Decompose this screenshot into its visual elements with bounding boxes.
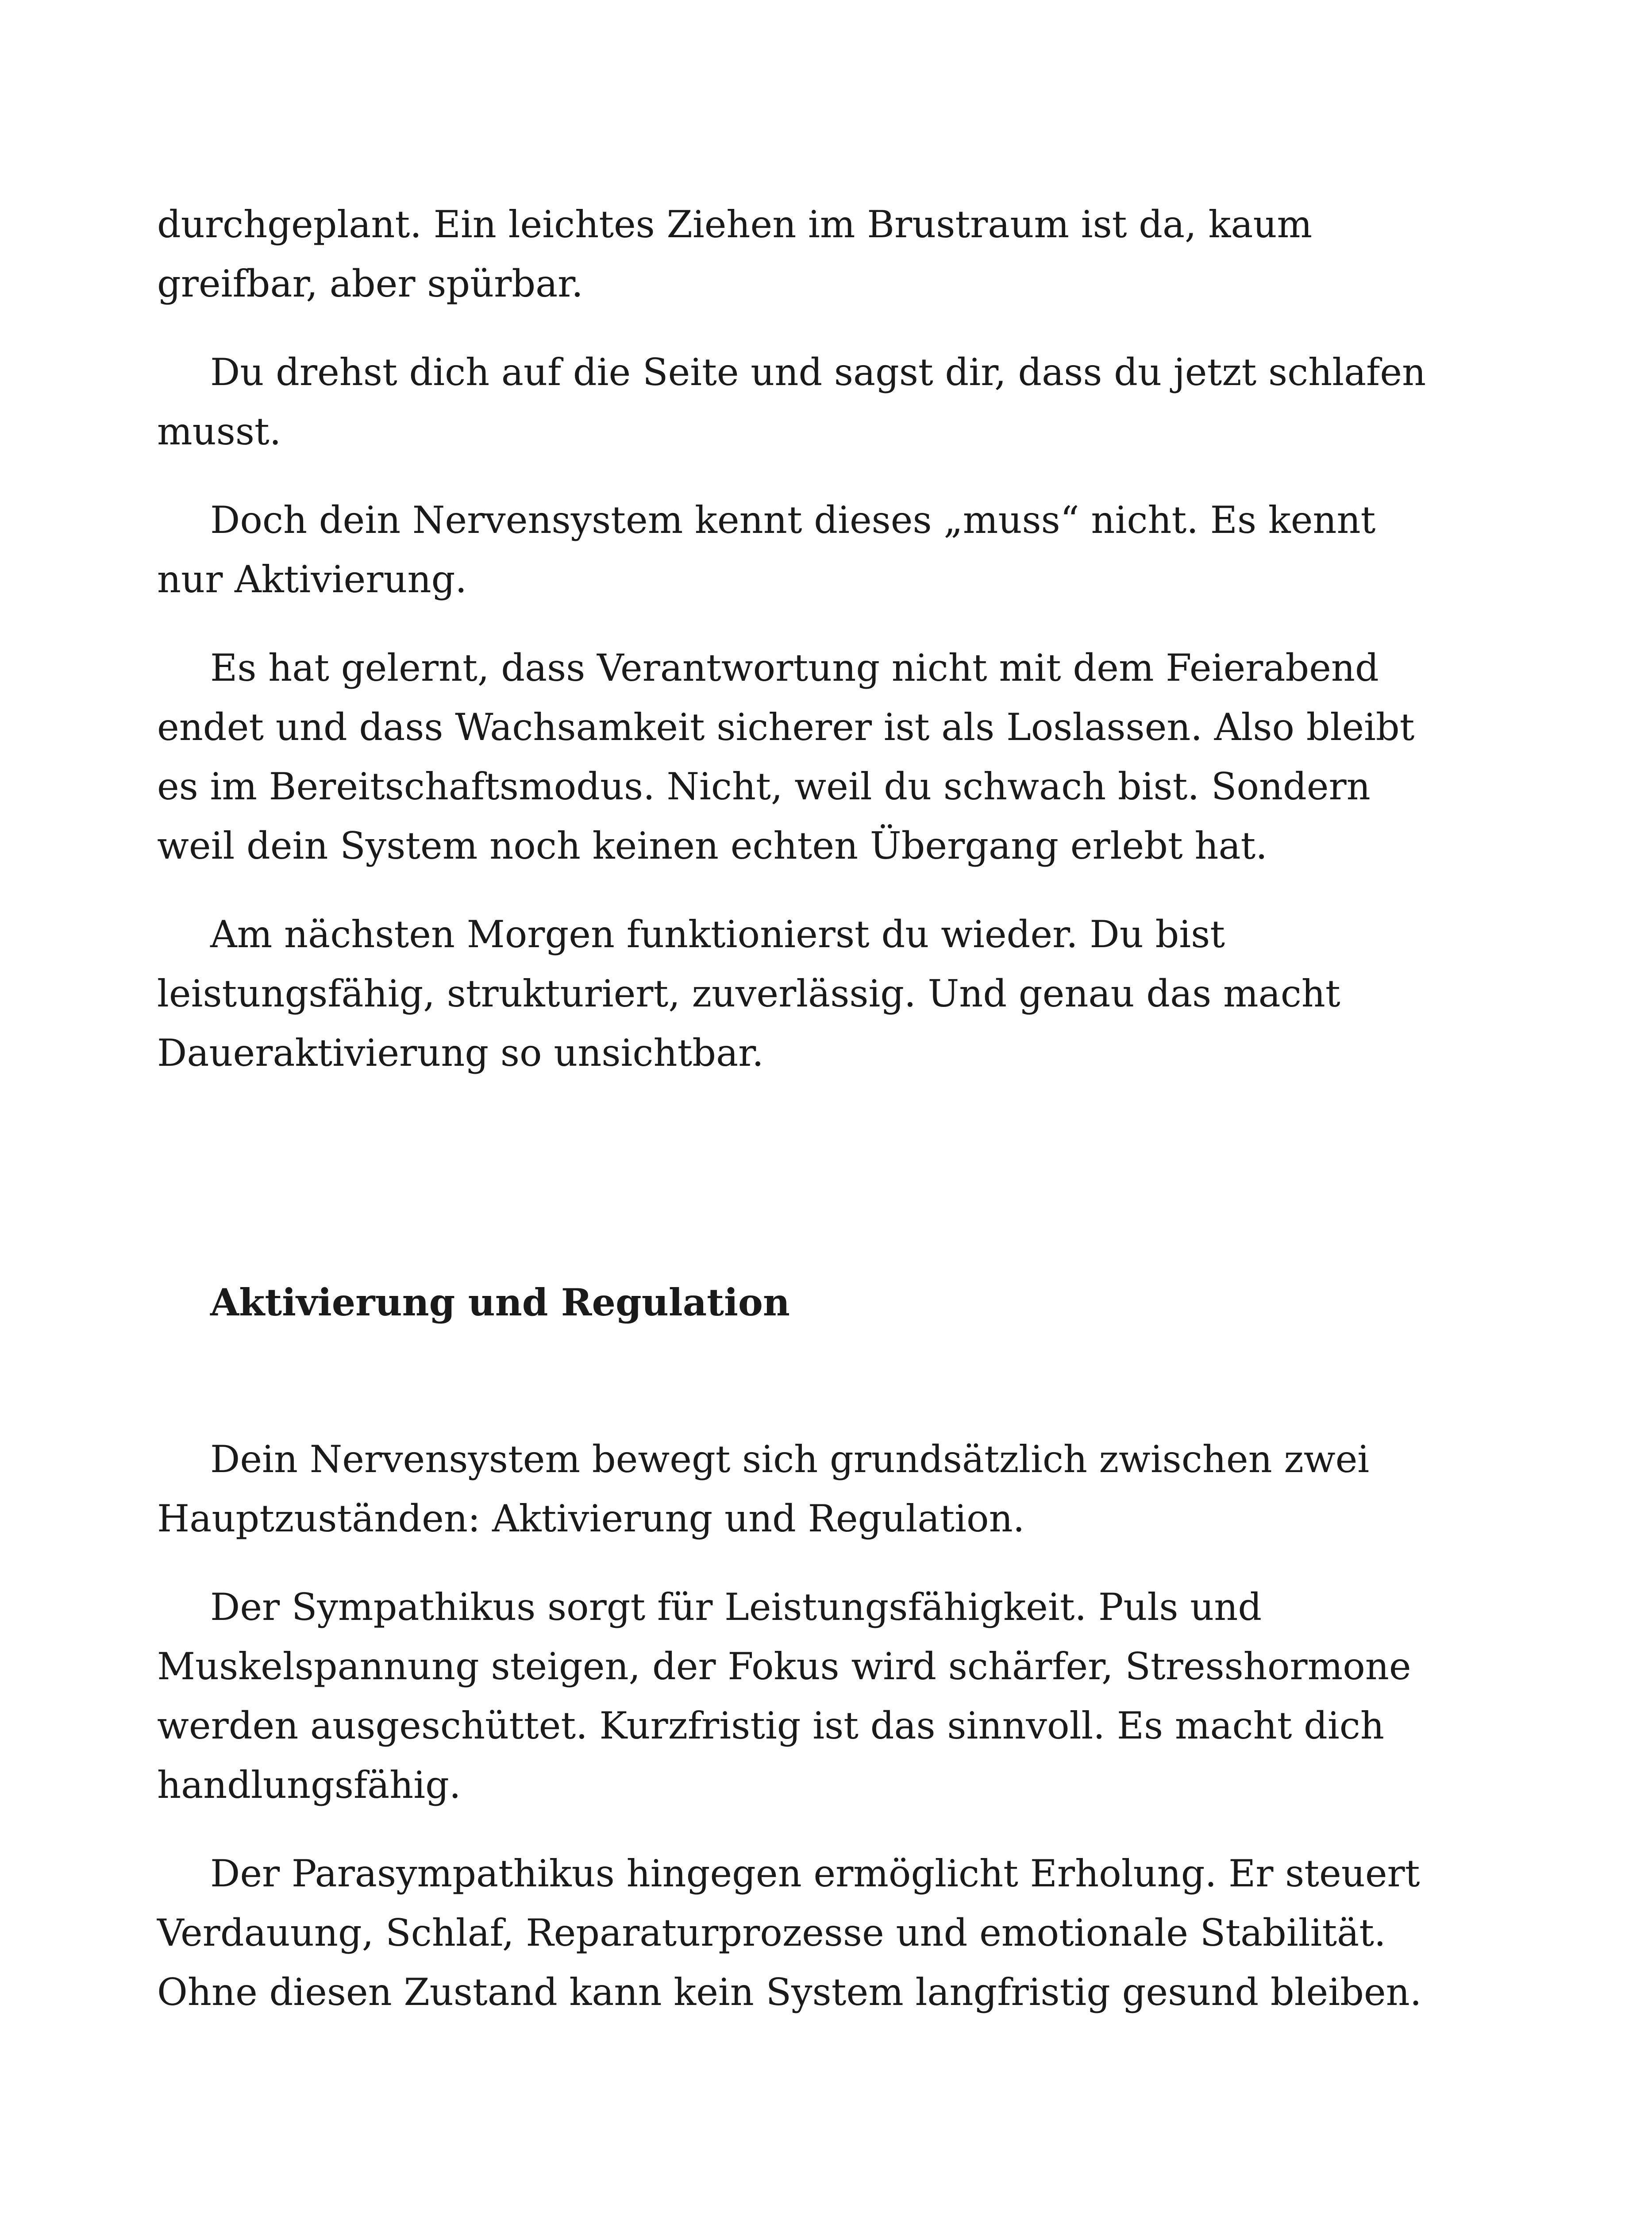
paragraph: Am nächsten Morgen funktionierst du wieder. Du bist leistungsfähig, strukturiert, zuverlässig. Und genau das macht Daueraktivierung so unsichtbar. [157, 913, 1340, 1075]
paragraph: Dein Nervensystem bewegt sich grundsätzlich zwischen zwei Hauptzuständen: Aktivierung und Regulation. [157, 1438, 1370, 1540]
page-content [157, 195, 1440, 2051]
paragraph-continuation: durchgeplant. Ein leichtes Ziehen im Brustraum ist da, kaum greifbar, aber spürbar. [157, 203, 1313, 305]
paragraph: Es hat gelernt, dass Verantwortung nicht mit dem Feierabend endet und dass Wachsamkeit sicherer ist als Loslassen. Also bleibt es im Bereitschaftsmodus. Nicht, weil du schwach bist. Sondern weil dein System noch keinen echten Übergang erlebt hat. [157, 646, 1415, 867]
paragraph: Der Sympathikus sorgt für Leistungsfähigkeit. Puls und Muskelspannung steigen, der Fokus wird schärfer, Stresshormone werden ausgeschüttet. Kurzfristig ist das sinnvoll. Es macht dich handlungsfähig. [157, 1585, 1411, 1807]
section-heading: Aktivierung und Regulation [210, 1280, 790, 1324]
paragraph: Du drehst dich auf die Seite und sagst dir, dass du jetzt schlafen musst. [157, 351, 1426, 453]
paragraph: Doch dein Nervensystem kennt dieses „muss“ nicht. Es kennt nur Aktivierung. [157, 498, 1376, 601]
paragraph: Der Parasympathikus hingegen ermöglicht Erholung. Er steuert Verdauung, Schlaf, Reparaturprozesse und emotionale Stabilität. Ohne diesen Zustand kann kein System langfristig gesund bleiben. [157, 1852, 1422, 2014]
